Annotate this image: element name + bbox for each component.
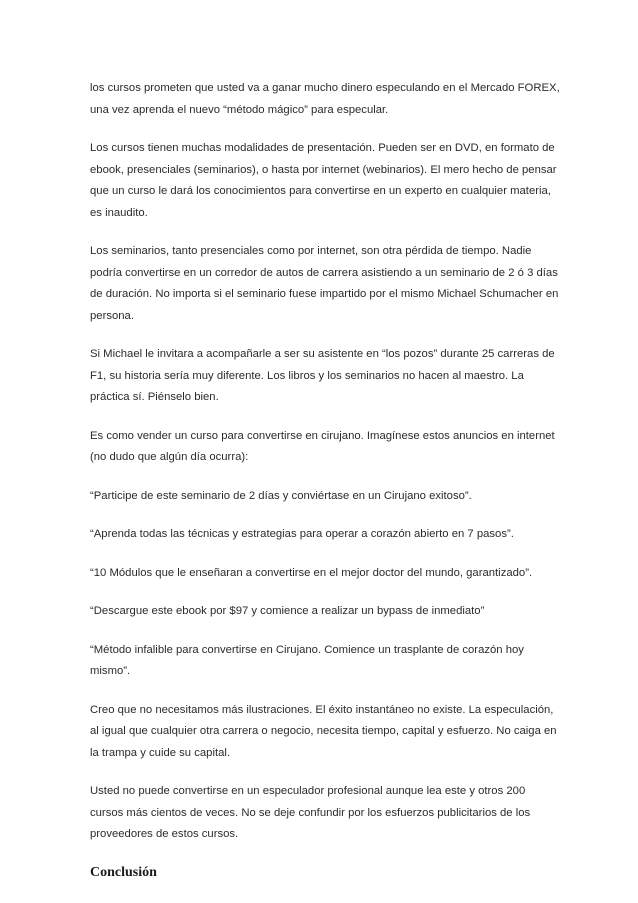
- paragraph-intro: los cursos prometen que usted va a ganar mucho dinero especulando en el Mercado FOREX, una vez aprenda el nuevo “método mágico” para especular.: [90, 82, 560, 116]
- paragraph-seminars: Los seminarios, tanto presenciales como por internet, son otra pérdida de tiempo. Nadie podría convertirse en un corredor de autos de carrera asistiendo a un seminario de 2 ó 3 días de duración. No importa si el seminario fuese impartido por el mismo Michael Schumacher en persona.: [90, 245, 559, 322]
- quote-infallible-method: “Método infalible para convertirse en Cirujano. Comience un trasplante de corazón hoy mismo”.: [90, 643, 524, 677]
- quote-ebook: “Descargue este ebook por $97 y comience a realizar un bypass de inmediato”: [90, 605, 485, 617]
- paragraph-michael: Si Michael le invitara a acompañarle a ser su asistente en “los pozos” durante 25 carreras de F1, su historia sería muy diferente. Los libros y los seminarios no hacen al maestro. La práctica sí. Piénselo bien.: [90, 348, 555, 403]
- quote-seminar: “Participe de este seminario de 2 días y conviértase en un Cirujano exitoso”.: [90, 489, 472, 502]
- document-page: [90, 78, 560, 883]
- paragraph-professional-speculator: Usted no puede convertirse en un especulador profesional aunque lea este y otros 200 cursos más cientos de veces. No se deje confundir por los esfuerzos publicitarios de los proveedores de estos cursos.: [90, 785, 531, 840]
- section-heading-conclusion: Conclusión: [90, 864, 157, 880]
- quote-ten-modules: “10 Módulos que le enseñaran a convertirse en el mejor doctor del mundo, garantizado”.: [90, 566, 533, 579]
- quote-seven-steps: “Aprenda todas las técnicas y estrategias para operar a corazón abierto en 7 pasos”.: [90, 528, 514, 540]
- paragraph-course-formats: Los cursos tienen muchas modalidades de presentación. Pueden ser en DVD, en formato de ebook, presenciales (seminarios), o hasta por internet (webinarios). El mero hecho de pensar que un curso le dará los conocimientos para convertirse en un experto en cualquier materia, es inaudito.: [90, 142, 557, 219]
- paragraph-surgeon: Es como vender un curso para convertirse en cirujano. Imagínese estos anuncios en internet (no dudo que algún día ocurra):: [90, 429, 555, 463]
- paragraph-no-instant-success: Creo que no necesitamos más ilustraciones. El éxito instantáneo no existe. La especulación, al igual que cualquier otra carrera o negocio, necesita tiempo, capital y esfuerzo. No caiga en la trampa y cuide su capital.: [90, 703, 557, 759]
